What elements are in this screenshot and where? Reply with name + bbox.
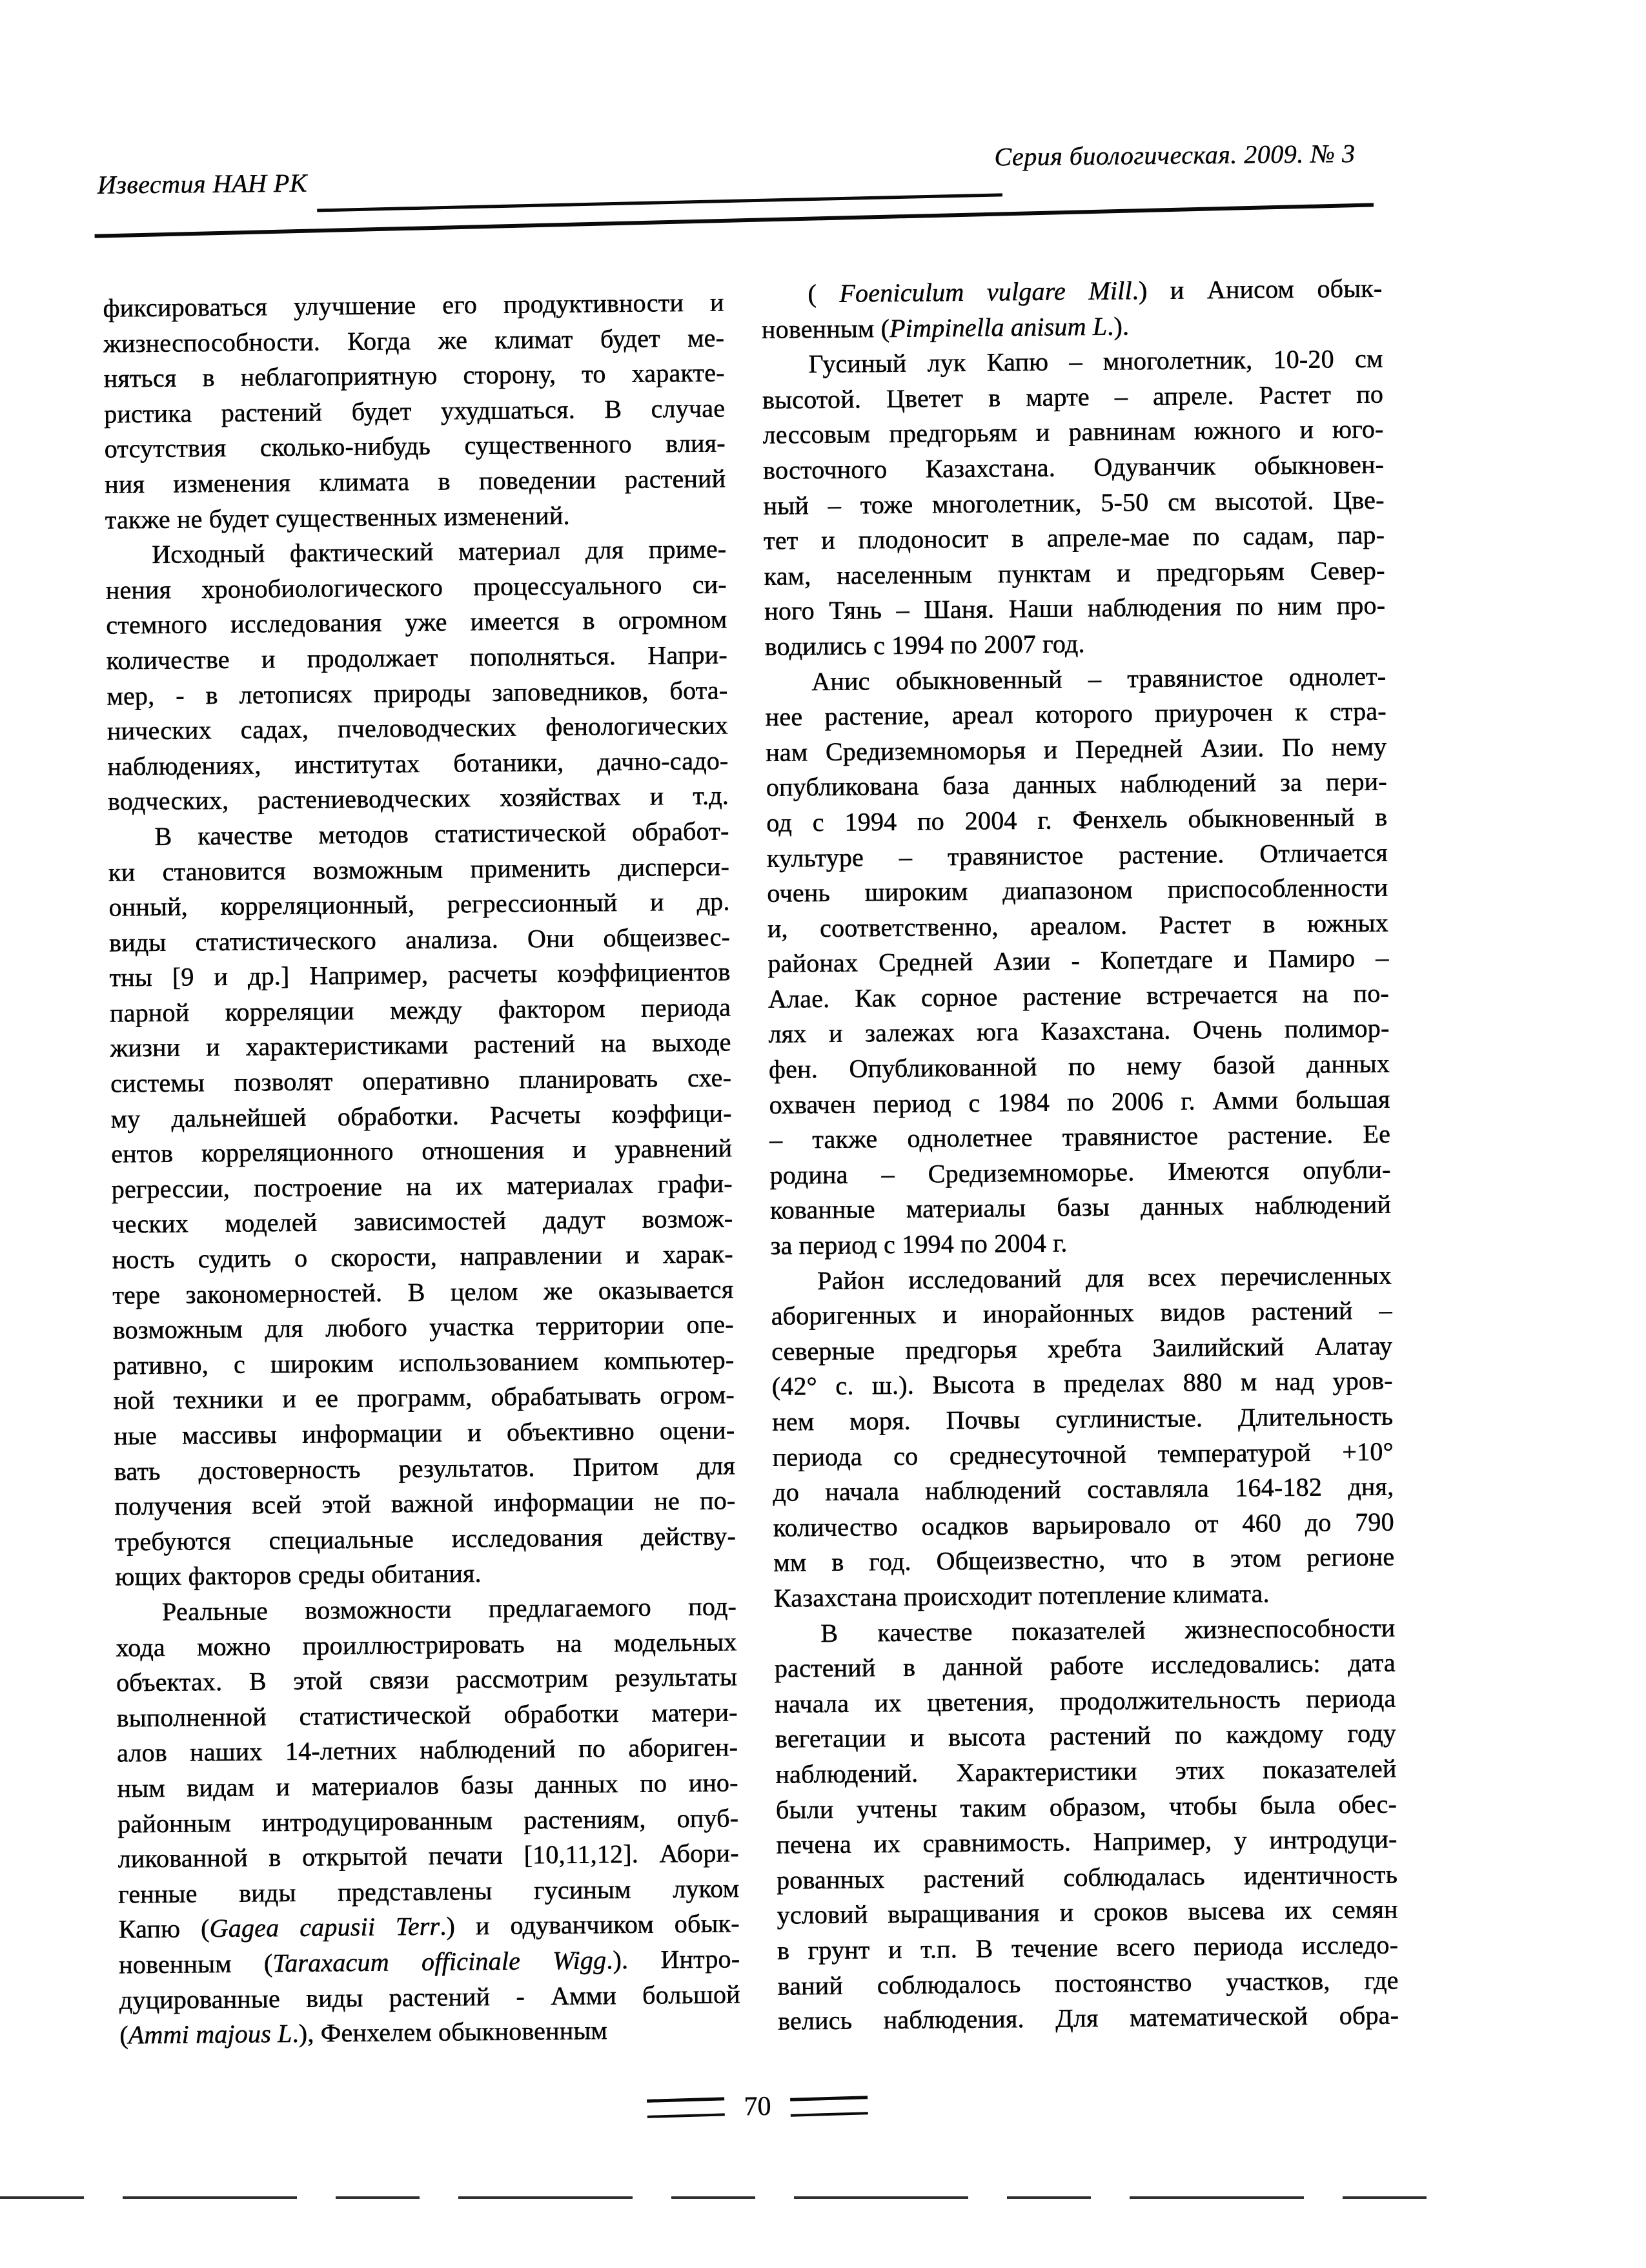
- text-segment: .). Интро-: [606, 1944, 740, 1975]
- paragraph: [765, 659, 1392, 1263]
- text-line: аборигенных и инорайонных видов растений –: [771, 1295, 1392, 1331]
- text-line: очень широким диапазоном приспособленности: [767, 872, 1388, 908]
- text-line: жизни и характеристиками растений на выходе: [110, 1027, 731, 1063]
- text-line: [761, 271, 1382, 312]
- text-line: ликованной в открытой печати [10,11,12]. Абори-: [117, 1838, 739, 1874]
- text-line: ческих моделей зависимостей дадут возмож-: [112, 1203, 733, 1240]
- page-number: 70: [744, 2091, 771, 2122]
- journal-title: Известия НАН РК: [97, 168, 308, 199]
- text-line: фен. Опубликованной по нему базой данных: [768, 1048, 1390, 1084]
- page-footer: [647, 2090, 868, 2123]
- text-segment: .).: [1107, 311, 1130, 341]
- scan-edge-artifact: [0, 2196, 1443, 2199]
- text-line: также не будет существенных изменений.: [105, 500, 570, 535]
- text-segment: (: [119, 2020, 129, 2050]
- text-line: виды статистического анализа. Они общеизвес-: [108, 922, 731, 957]
- text-line: до начала наблюдений составляла 164-182 дня,: [773, 1471, 1394, 1507]
- text-line: отсутствия сколько-нибудь существенного влия-: [104, 428, 726, 464]
- text-line: опубликована база данных наблюдений за пери-: [766, 766, 1388, 802]
- text-line: ный – тоже многолетник, 5-50 см высотой. Цве-: [763, 485, 1385, 520]
- text-line: [119, 2012, 740, 2053]
- paragraph: [762, 342, 1386, 665]
- text-line: количество осадков варьировало от 460 до 790: [773, 1507, 1395, 1542]
- text-line: кованные материалы базы данных наблюдений: [769, 1189, 1392, 1225]
- text-line: Казахстана происходит потепление климата.: [773, 1578, 1270, 1613]
- text-line: районным интродуцированным растениям, опуб-: [117, 1803, 739, 1839]
- text-line: ки становится возможным применить дисперси-: [108, 851, 730, 887]
- text-line: количестве и продолжает пополняться. Напри-: [106, 640, 728, 675]
- paragraph: [774, 1610, 1399, 2039]
- text-line: культуре – травянистое растение. Отличается: [766, 837, 1388, 873]
- text-line: Гусиный лук Капю – многолетник, 10-20 см: [808, 343, 1383, 379]
- text-line: лессовым предгорьям и равнинам южного и юго-: [762, 414, 1384, 450]
- text-line: алов наших 14-летних наблюдений по абориген-: [116, 1732, 738, 1768]
- text-line: возможным для любого участка территории опе-: [112, 1309, 735, 1345]
- text-line: дуцированные виды растений - Амми большой: [119, 1979, 740, 2015]
- text-line: северные предгорья хребта Заилийский Алатау: [771, 1331, 1393, 1366]
- text-line: генные виды представлены гусиным луком: [118, 1874, 740, 1909]
- text-line: вегетации и высота растений по каждому году: [775, 1718, 1397, 1754]
- text-line: ной техники и ее программ, обрабатывать огром-: [113, 1380, 735, 1415]
- text-line: были учтены таким образом, чтобы была обес-: [775, 1789, 1397, 1824]
- text-segment: .), Фенхелем обыкновенным: [292, 2016, 608, 2048]
- text-line: рованных растений соблюдалась идентичность: [776, 1859, 1398, 1895]
- text-line: Алае. Как сорное растение встречается на по-: [767, 978, 1390, 1014]
- paragraph: [771, 1258, 1395, 1616]
- paragraph: [103, 285, 726, 537]
- text-line: нических садах, пчеловодческих фенологических: [107, 710, 729, 746]
- text-line: высотой. Цветет в марте – апреле. Растет по: [762, 379, 1384, 414]
- text-line: од с 1994 по 2004 г. Фенхель обыкновенный в: [766, 802, 1388, 837]
- text-segment: новенным (: [119, 1948, 273, 1979]
- text-line: ного Тянь – Шаня. Наши наблюдения по ним про-: [764, 590, 1386, 626]
- text-line: ния изменения климата в поведении растений: [105, 464, 726, 499]
- text-line: системы позволят оперативно планировать схе-: [110, 1063, 732, 1098]
- text-line: получения всей этой важной информации не по-: [114, 1486, 736, 1521]
- text-line: условий выращивания и сроков высева их семян: [777, 1894, 1398, 1930]
- text-line: восточного Казахстана. Одуванчик обыкновен-: [762, 449, 1385, 485]
- text-line: хода можно проиллюстрировать на модельных: [116, 1626, 737, 1662]
- text-line: Район исследований для всех перечисленных: [817, 1260, 1392, 1295]
- paragraph: [761, 271, 1383, 347]
- page-number-rule-right: [790, 2096, 868, 2116]
- text-segment: .) и Анисом обык-: [1132, 273, 1383, 305]
- text-line: онный, корреляционный, регрессионный и др.: [108, 886, 730, 922]
- text-line: периода со среднесуточной температурой +10°: [772, 1436, 1394, 1472]
- text-line: нее растение, ареал которого приурочен к стра-: [765, 696, 1387, 731]
- text-line: начала их цветения, продолжительность периода: [775, 1683, 1396, 1719]
- journal-issue-info: Серия биологическая. 2009. № 3: [994, 139, 1356, 172]
- text-line: выполненной статистической обработки матери-: [116, 1697, 738, 1733]
- text-line: [762, 306, 1383, 347]
- text-line: ющих факторов среды обитания.: [115, 1558, 482, 1591]
- text-line: регрессии, построение на их материалах графи-: [111, 1169, 733, 1204]
- text-line: наблюдениях, институтах ботаники, дачно-садо-: [107, 746, 729, 781]
- text-line: ность судить о скорости, направлении и харак-: [112, 1239, 733, 1274]
- text-line: тере закономерностей. В целом же оказывается: [112, 1274, 734, 1310]
- text-line: водческих, растениеводческих хозяйствах и т.д.: [107, 781, 729, 816]
- paragraph: [116, 1589, 741, 2053]
- text-line: велись наблюдения. Для математической обра-: [777, 2000, 1399, 2036]
- latin-species-name: Gagea capusii Terr: [209, 1912, 440, 1943]
- text-line: – также однолетнее травянистое растение. Ее: [769, 1119, 1391, 1155]
- text-line: [119, 1941, 740, 1983]
- text-line: стемного исследования уже имеется в огромном: [106, 604, 727, 640]
- header-rule-long: [95, 203, 1374, 238]
- text-line: ративно, с широким использованием компьютер-: [113, 1345, 735, 1380]
- text-line: лях и залежах юга Казахстана. Очень полимор-: [768, 1014, 1390, 1049]
- text-line: печена их сравнимость. Например, у интродуци-: [776, 1824, 1397, 1859]
- latin-species-name: Foeniculum vulgare Mill: [839, 276, 1132, 308]
- text-line: тет и плодоносит в апреле-мае по садам, пар-: [763, 520, 1385, 555]
- text-line: ентов корреляционного отношения и уравнений: [111, 1133, 733, 1169]
- text-segment: (: [808, 278, 840, 309]
- latin-species-name: Ammi majous L: [128, 2019, 292, 2050]
- text-line: парной корреляции между фактором периода: [109, 992, 731, 1028]
- text-line: Анис обыкновенный – травянистое однолет-: [811, 661, 1387, 696]
- text-line: тны [9 и др.] Например, расчеты коэффициентов: [109, 957, 731, 992]
- text-line: и, соответственно, ареалом. Растет в южных: [767, 908, 1389, 943]
- paragraph: [108, 813, 736, 1595]
- text-line: Реальные возможности предлагаемого под-: [161, 1591, 737, 1626]
- right-text-column: [761, 271, 1399, 2039]
- text-line: му дальнейшей обработки. Расчеты коэффици-: [110, 1098, 732, 1134]
- paragraph: [105, 532, 729, 820]
- text-segment: Капю (: [118, 1914, 210, 1944]
- text-line: объектах. В этой связи рассмотрим результаты: [116, 1662, 738, 1697]
- text-line: за период с 1994 по 2004 г.: [770, 1228, 1068, 1260]
- page-number-rule-left: [647, 2097, 725, 2118]
- text-segment: новенным (: [761, 313, 890, 344]
- text-line: мм в год. Общеизвестно, что в этом регионе: [773, 1542, 1395, 1578]
- latin-species-name: Taraxacum officinale Wigg: [272, 1945, 607, 1978]
- text-line: в грунт и т.п. В течение всего периода исследо-: [777, 1930, 1399, 1965]
- text-line: нения хронобиологического процессуального си-: [105, 569, 727, 605]
- text-line: ные массивы информации и объективно оцени-: [114, 1415, 735, 1451]
- text-segment: .) и одуванчиком обык-: [440, 1908, 740, 1941]
- text-line: нам Средиземноморья и Передней Азии. По нему: [766, 731, 1387, 767]
- text-line: требуются специальные исследования действу-: [114, 1521, 737, 1557]
- latin-species-name: Pimpinella anisum L: [889, 311, 1108, 343]
- text-line: жизнеспособности. Когда же климат будет ме-: [103, 323, 725, 358]
- text-line: В качестве методов статистической обработ-: [154, 816, 729, 851]
- left-text-column: [103, 285, 740, 2053]
- text-line: вать достоверность результатов. Притом для: [114, 1450, 736, 1486]
- text-line: охвачен период с 1984 по 2006 г. Амми большая: [769, 1084, 1390, 1119]
- text-line: мер, - в летописях природы заповедников, бота-: [107, 675, 728, 711]
- text-line: [119, 1906, 740, 1948]
- text-line: водились с 1994 по 2007 год.: [764, 629, 1085, 661]
- text-line: фиксироваться улучшение его продуктивности и: [103, 287, 724, 323]
- header-rule-short: [317, 193, 1002, 212]
- text-line: родина – Средиземноморье. Имеются опубли-: [769, 1154, 1391, 1190]
- text-line: ным видам и материалов базы данных по ино-: [117, 1768, 738, 1803]
- text-line: наблюдений. Характеристики этих показателей: [775, 1753, 1397, 1789]
- text-line: В качестве показателей жизнеспособности: [820, 1613, 1396, 1648]
- text-line: кам, населенным пунктам и предгорьям Север-: [764, 555, 1385, 591]
- text-line: районах Средней Азии - Копетдаге и Памиро –: [767, 943, 1389, 979]
- text-line: (42° с. ш.). Высота в пределах 880 м над уров-: [771, 1365, 1393, 1402]
- text-line: няться в неблагоприятную сторону, то характе-: [103, 358, 725, 393]
- text-line: растений в данной работе исследовались: дата: [774, 1648, 1396, 1683]
- text-line: ваний соблюдалось постоянство участков, где: [777, 1965, 1399, 2001]
- text-line: Исходный фактический материал для приме-: [152, 534, 727, 569]
- text-line: ристика растений будет ухудшаться. В случае: [104, 393, 726, 429]
- text-line: нем моря. Почвы суглинистые. Длительность: [772, 1401, 1394, 1436]
